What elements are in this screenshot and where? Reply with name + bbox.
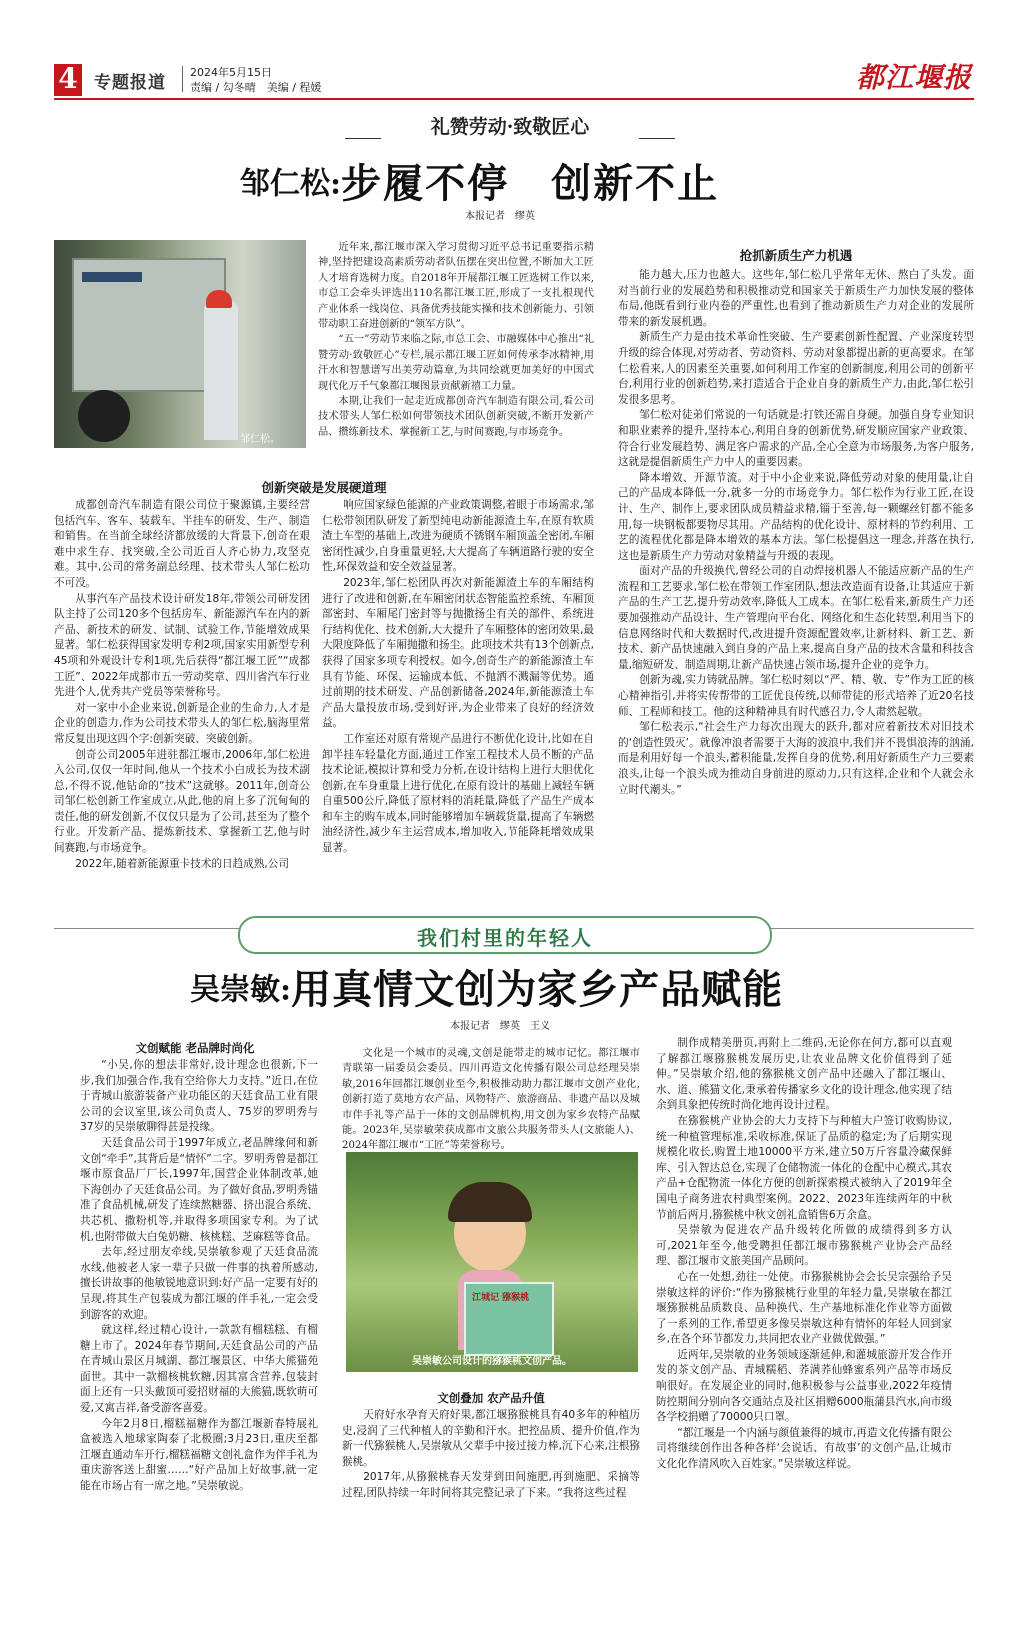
body-paragraph: 新质生产力是由技术革命性突破、生产要素创新性配置、产业深度转型升级的综合体现,对劳动者、劳动资料、劳动对象都提出新的更高要求。在邹仁松看来,人的因素至关重要,如何利用工作室的创新制度,利用公司的创新平台,利用行业的创新趋势,来打造适合于企业自身的新质生产力,由此,邹仁松引发很多思考。 <box>618 331 974 406</box>
body-paragraph: 从事汽车产品技术设计研发18年,带领公司研发团队主持了公司120多个包括房车、新能源汽车在内的新产品、新技术的研发、试制、试验工作,节能增效成果显著。邹仁松获得国家发明专利2项,国家实用新型专利45项和外观设计专利1项,先后获得“都江堰工匠”“成都工匠”、2022年成都市五一劳动奖章、四川省汽车行业先进个人,优秀共产党员等荣誉称号。 <box>54 592 310 699</box>
article1-col3 <box>618 268 974 798</box>
article2-subheading-2: 文创叠加 农产品升值 <box>437 1391 545 1405</box>
headline-person-name: 邹仁松: <box>240 166 342 202</box>
body-paragraph: 邹仁松表示,“社会生产力每次出现大的跃升,都对应着新技术对旧技术的‘创造性毁灭’。就像冲浪者需要于大海的波浪中,我们并不畏惧浪涛的汹涌,而是利用好每一个浪头,蓄积能量,发挥自身的优势,利用好新质生产力三要素浪头,让每一个浪头成为推动自身前进的原动力,只有这样,企业和个人就会永立时代潮头。” <box>618 721 974 796</box>
body-paragraph: 天廷食品公司于1997年成立,老品牌缘何和新文创“牵手”,其背后是“情怀”二字。罗明秀曾是都江堰市原食品厂厂长,1997年,国营企业体制改革,她下海创办了天廷食品公司。为了做好食品,罗明秀锚准了食品机械,研发了连续熬糖器、挤出混合系统、共芯机、撒粉机等,并取得多项国家专利。为了试机,也附带做大白兔奶糖、核桃糕、芝麻糕等食品。 <box>80 1136 318 1243</box>
lead-paragraph: “五一”劳动节来临之际,市总工会、市融媒体中心推出“礼赞劳动·致敬匠心”专栏,展示都江堰工匠如何传承李冰精神,用汗水和智慧谱写出美劳动篇章,为共同绘就更加美好的中国式现代化万千气象都江堰图景贡献新禧工力量。 <box>318 334 594 392</box>
article1-subheading-1: 创新突破是发展硬道理 <box>261 480 387 495</box>
body-paragraph: 响应国家绿色能源的产业政策调整,着眼于市场需求,邹仁松带领团队研发了新型纯电动新能源渣土车,在原有软质渣土车型的基础上,改进为硬质不锈钢车厢顶盖全密闭,车厢密闭性减少,自身重量更轻,大大提高了车辆道路行驶的安全性,环保效益和安全效益显著。 <box>322 499 594 574</box>
article2-subheading-1: 文创赋能 老品牌时尚化 <box>135 1041 255 1055</box>
section-name: 专题报道 <box>94 73 166 93</box>
body-paragraph: 成都创奇汽车制造有限公司位于聚源镇,主要经营包括汽车、客车、装载车、半挂车的研发、生产、制造和销售。在当前全球经济都放缓的大背景下,创奇在艰难中求生存、找突破,全公司近百人齐心协力,攻坚克难。其中,公司的常务副总经理、技术带头人邹仁松功不可没。 <box>54 499 310 589</box>
body-paragraph: 工作室还对原有常规产品进行不断优化设计,比如在自卸半挂车轻量化方面,通过工作室工程技术人员不断的产品技术论证,模拟计算和受力分析,在设计结构上进行大胆优化创新,在车身重量上进行优化,在原有设计的基础上减轻车辆自重500公斤,降低了原材料的消耗量,降低了产品生产成本和车主的购车成本,同时能够增加车辆载货量,提高了车辆燃油经济性,减少车主运营成本,增加收入,节能降耗增效成果显著。 <box>322 732 594 855</box>
newspaper-logo: 都江堰报 <box>856 61 973 94</box>
product-book <box>464 1282 554 1356</box>
article1-lead <box>318 240 594 440</box>
body-paragraph: 心在一处想,劲往一处使。市猕猴桃协会会长吴宗强给予吴崇敏这样的评价:“作为猕猴桃行业里的年轻力量,吴崇敏在都江堰猕猴桃品质数良、品种换代、生产基地标准化作业等方面做了一系列的工作,希望更多像吴崇敏这种有情怀的年轻人回到家乡,在各个环节都发力,共同把农业产业做优做强。” <box>656 1270 952 1346</box>
article2-column-title: 我们村里的年轻人 <box>417 926 593 950</box>
article2-byline: 本报记者 缪英 王义 <box>450 1021 550 1032</box>
article2-photo <box>346 1152 638 1372</box>
lead-paragraph: 近年来,都江堰市深入学习贯彻习近平总书记重要指示精神,坚持把建设高素质劳动者队伍摆在突出位置,不断加大工匠人才培育选树力度。自2018年开展都江堰工匠选树工作以来,市总工会牵头评选出110名都江堰工匠,形成了一支扎根现代产业体系一线岗位、具备优秀技能实操和技术创新能力、引领带动职工奋进创新的“领军方队”。 <box>318 242 594 331</box>
article1-photo <box>54 240 306 448</box>
article1-byline: 本报记者 缪英 <box>465 211 535 222</box>
body-paragraph: 降本增效、开源节流。对于中小企业来说,降低劳动对象的使用量,让自己的产品成本降低一分,就多一分的市场竞争力。邹仁松作为行业工匠,在设计、生产、制作上,要求团队成员精益求精,锱于至善,每一颗螺丝钉都不能多用,每一块钢板都要物尽其用。产品结构的优化设计、原材料的节约利用、工艺的流程优化都是降本增效的基本方法。邹仁松提倡这一理念,并落在执行,这也是新质生产力劳动对象精益与升级的表现。 <box>618 471 974 562</box>
banner-line-right <box>639 138 675 139</box>
article1-column-banner <box>345 108 675 144</box>
body-paragraph: 在猕猴桃产业协会的大力支持下与种植大户签订收购协议,统一种植管理标准,采收标准,保证了品质的稳定;为了后期实现规模化收长,购置土地10000平方米,建立50万斤容量冷藏保鲜库、引入智达总仓,实现了仓储物流一体化的仓配中心模式,其农产品+仓配物流一体化方便的创新探索模式被纳入了2019年全国电子商务进农村典型案例。2022、2023年连续两年的中秋节前后两月,猕猴桃中秋文创礼盒销售6万余盒。 <box>656 1114 952 1221</box>
body-paragraph: 天府好水孕育天府好果,都江堰猕猴桃具有40多年的种植历史,浸润了三代种植人的辛勤和汗水。把控品质、提升价值,作为新一代猕猴桃人,吴崇敏从父辈手中接过接力棒,沉下心来,注根猕猴桃。 <box>342 1409 640 1468</box>
header-divider-vertical <box>182 66 183 92</box>
child-hair-shape <box>448 1182 532 1222</box>
lead-paragraph: 文化是一个城市的灵魂,文创是能带走的城市记忆。都江堰市青联第一届委员会委员、四川再造文化传播有限公司总经理吴崇敏,2016年回都江堰创业至今,积极推动助力都江堰市文创产业化,创新打造了莫地方农产品、风物特产、旅游商品、非遗产品以及城市伴手礼等产品于一体的文创品牌机构,用文创为家乡农特产品赋能。2023年,吴崇敏荣获成都市文旅公共服务带头人(文旅能人)、2024年都江堰市“工匠”等荣誉称号。 <box>342 1048 640 1152</box>
body-paragraph: 能力越大,压力也越大。这些年,邹仁松几乎常年无休、熬白了头发。面对当前行业的发展趋势和积极推动党和国家关于新质生产力加快发展的整体布局,他既看到行业内卷的严重性,也看到了推动新质生产力对企业的发展所带来的新发展机遇。 <box>618 269 974 328</box>
worker-helmet-shape <box>206 290 232 308</box>
body-paragraph: 2017年,从猕猴桃春天发芽到田间施肥,再到施肥、采摘等过程,团队持续一年时间将其完整记录了下来。“我将这些过程 <box>342 1471 640 1499</box>
article1-col2 <box>322 498 594 857</box>
photo2-caption: 吴崇敏公司设计的猕猴桃文创产品。 <box>412 1356 572 1367</box>
headline-main-text: 步履不停 创新不止 <box>341 161 720 207</box>
editors-credit: 责编 / 勾冬晴 美编 / 程媛 <box>190 81 322 94</box>
body-paragraph: 今年2月8日,榴糕福糖作为都江堰新春特展礼盒被选入地球家陶泰了北极圈;3月23日,重庆至都江堰直通动车开行,榴糕福糖文创礼盒作为伴手礼为重庆游客送上甜蜜……“好产品加上好故事,就一定能在市场占有一席之地。”吴崇敏说。 <box>80 1417 318 1493</box>
body-paragraph: 近两年,吴崇敏的业务领域逐渐延伸,和灌城旅游开发合作开发的茶文创产品、青城糯稻、荞满荞仙蜂蜜系列产品等市场反响很好。在发展企业的同时,他积极参与公益事业,2022年疫情防控期间分别向各交通站点及社区捐赠6000瓶蒲县汽水,向市级各学校捐赠了70000只口罩。 <box>656 1348 952 1424</box>
body-paragraph: 面对产品的升级换代,曾经公司的自动焊接机器人不能适应新产品的生产流程和工艺要求,邹仁松在带领工作室团队,想法改造面有设备,让其适应于新产品的生产工艺,提升劳动效率,降低人工成本。在邹仁松看来,新质生产力还要加强推动产品设计、生产管理向平台化、网络化和生态化转型,利用当下的信息网络时代和大数据时代,改进提升资源配置效率,让新材料、新工艺、新技术、新产品快速融入到自身的产品上来,提高自身产品的技术含量和科技含量,缩短研发、制造周期,让新产品快速占领市场,提升企业的竞争力。 <box>618 565 974 671</box>
article1-headline <box>240 152 800 206</box>
article2-col3 <box>656 1036 952 1473</box>
body-paragraph: 创奇公司2005年进驻都江堰市,2006年,邹仁松进入公司,仅仅一年时间,他从一个技术小白成长为技术副总,不得不说,他钻命的“技术”这就够。2011年,创奇公司邹仁松创新工作室成立,从此,他的肩上多了沉甸甸的责任,他的研发创新,不仅仅只是为了公司,甚至为了整个行业。开发新产品、提炼新技术、掌握新工艺,他与时间赛跑,与市场竞争。 <box>54 748 310 855</box>
article2-col2 <box>342 1408 640 1502</box>
article1-column-title: 礼赞劳动·致敬匠心 <box>430 116 590 138</box>
banner-line-left <box>345 138 381 139</box>
headline-person-name: 吴崇敏: <box>190 972 292 1008</box>
article2-headline <box>190 958 850 1018</box>
article1-subheading-2: 抢抓新质生产力机遇 <box>739 248 853 263</box>
body-paragraph: 吴崇敏为促进农产品升级转化所做的成绩得到多方认可,2021年至今,他受聘担任都江堰市猕猴桃产业协会产品经理、都江堰市文旅美国产品顾问。 <box>656 1224 952 1268</box>
body-paragraph: 去年,经过朋友牵线,吴崇敏参观了天廷食品流水线,他被老人家一辈子只做一件事的执着所感动,擅长讲故事的他敏锐地意识到:好产品一定要有好的呈现,将其生产包装成为都江堰的伴手礼,一定会受到游客的欢迎。 <box>80 1246 318 1321</box>
article2-column-banner <box>238 916 772 954</box>
body-paragraph: “小吴,你的想法非常好,设计理念也很新,下一步,我们加强合作,我有空给你大力支持。”近日,在位于青城山旅游装备产业功能区的天廷食品工业有限公司的会议室里,该公司负责人、75岁的罗明秀与37岁的吴崇敏聊得甚是投缘。 <box>80 1059 318 1134</box>
product-book-label: 江城记 猕猴桃 <box>472 1293 530 1303</box>
article2-lead <box>342 1046 640 1154</box>
body-paragraph: 对一家中小企业来说,创新是企业的生命力,人才是企业的创造力,作为公司技术带头人的邹仁松,脑海里常常反复出现这四个字:创新突破、突破创新。 <box>54 701 310 745</box>
article1-col1 <box>54 498 310 872</box>
body-paragraph: 2022年,随着新能源重卡技术的日趋成熟,公司 <box>75 857 289 870</box>
worker-figure-shape <box>204 300 238 440</box>
lead-paragraph: 本期,让我们一起走近成都创奇汽车制造有限公司,看公司技术带头人邹仁松如何带领技术团队创新突破,不断开发新产品、攒练新技术、掌握新工艺,与时间赛跑,与市场竞争。 <box>318 396 594 438</box>
headline-main-text: 用真情文创为家乡产品赋能 <box>291 967 784 1013</box>
truck-wheel-shape <box>78 390 130 442</box>
body-paragraph: 就这样,经过精心设计,一款款有榴糕糕、有榴糖上市了。2024年春节期间,天廷食品公司的产品在青城山景区月城湖、都江堰景区、中华大熊猫苑面世。其中一款榴核桃软糖,因其富含营养,包装封面上还有一只头戴顶可爱招财福的大熊猫,既软萌可爱,又寓吉祥,备受游客喜爱。 <box>80 1324 318 1415</box>
body-paragraph: “都江堰是一个内涵与颜值兼得的城市,再造文化传播有限公司将继续创作出各种各样‘会说话、有故事’的文创产品,让城市文化化作清风吹入百姓家。”吴崇敏这样说。 <box>656 1426 952 1471</box>
photo1-caption: 邹仁松。 <box>240 434 280 445</box>
article2-col1 <box>80 1058 318 1495</box>
body-paragraph: 制作成精美册页,再附上二维码,无论你在何方,都可以直观了解都江堰猕猴桃发展历史,让农业品牌文化价值得到了延伸。”吴崇敏介绍,他的猕猴桃文创产品中还融入了都江堰山、水、道、熊猫文化,秉承着传播家乡文化的设计理念,他实现了结余到具象把传统时尚化地再设计过程。 <box>656 1037 952 1112</box>
header-rule <box>54 98 974 100</box>
body-paragraph: 邹仁松对徒弟们常说的一句话就是:打铁还需自身硬。加强自身专业知识和职业素养的提升,坚持本心,利用自身的创新优势,研发顺应国家产业政策、符合行业发展趋势、满足客户需求的产品,全心全意为市场服务,为客户服务,这就是提倡新质生产力中人的重要因素。 <box>618 409 974 469</box>
issue-date: 2024年5月15日 <box>190 66 272 79</box>
page-number: 4 <box>58 62 78 95</box>
truck-brand-text-shape <box>82 272 142 282</box>
body-paragraph: 创新为魂,实力铸就品牌。邹仁松时刻以“严、精、敬、专”作为工匠的核心精神指引,并将实传帮带的工匠优良传统,以师带徒的形式培养了近20名技师、工程师和技工。他的这种精神具有时代感召力,令人肃然起敬。 <box>618 674 974 718</box>
body-paragraph: 2023年,邹仁松团队再次对新能源渣土车的车厢结构进行了改进和创新,在车厢密闭状态智能监控系统、车厢顶部密封、车厢尾门密封等与抛撒扬尘有关的部件、系统进行结构优化、技术创新,大大提升了车厢整体的密闭效果,最大限度降低了车厢抛撒和扬尘。此项技术共有13个创新点,获得了国家多项专利授权。如今,创奇生产的新能源渣土车具有节能、环保、运输成本低、不抛洒不溅漏等优势。通过前期的技术研发、产品创新储备,2024年,新能源渣土车产品大量投放市场,受到好评,为企业带来了良好的经济效益。 <box>322 576 594 730</box>
